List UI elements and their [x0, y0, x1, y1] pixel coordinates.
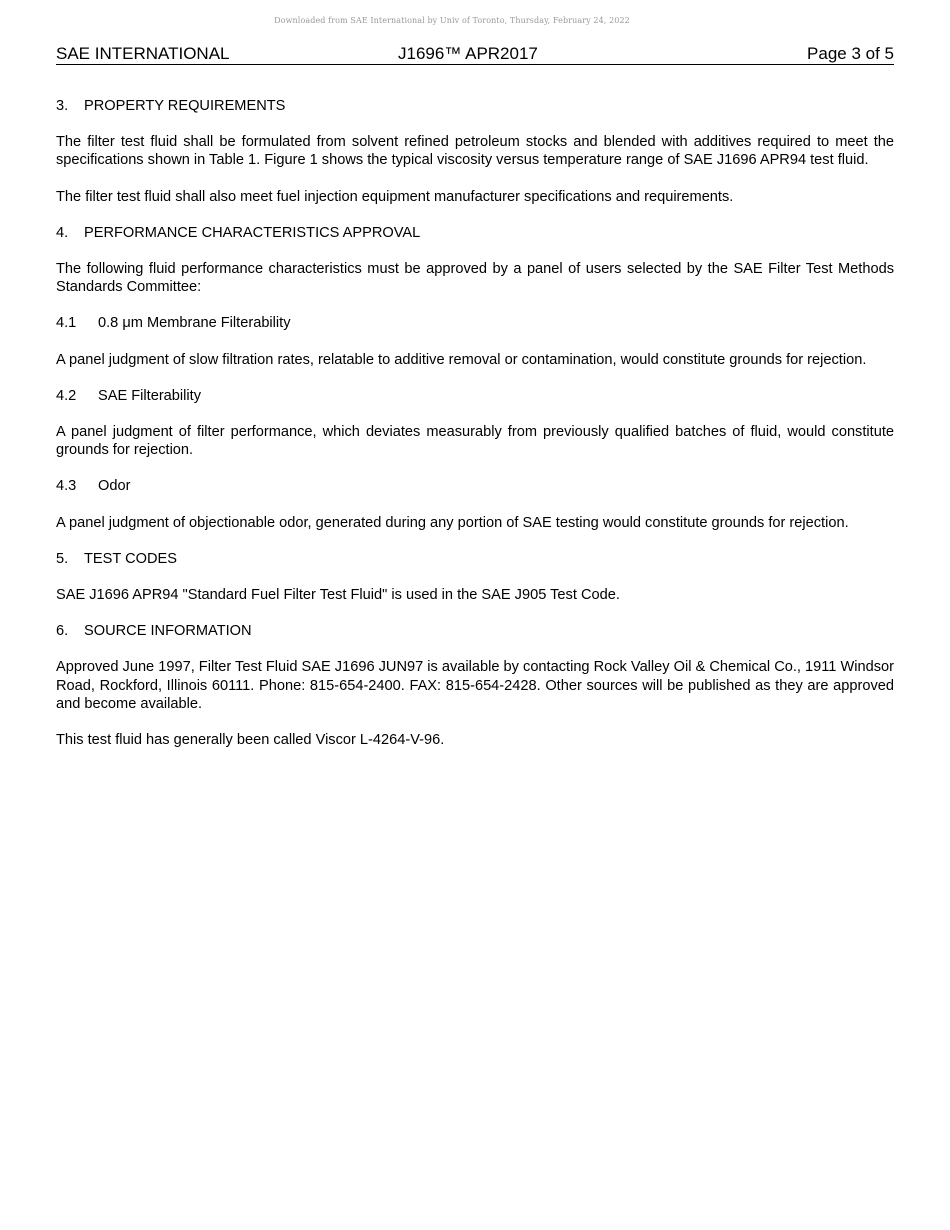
running-header	[56, 44, 894, 65]
download-watermark: Downloaded from SAE International by Univ of Toronto, Thursday, February 24, 2022	[274, 16, 630, 25]
paragraph: The filter test fluid shall also meet fuel injection equipment manufacturer specifications and requirements.	[56, 188, 734, 205]
subsection-heading: 4.2 SAE Filterability	[56, 387, 201, 404]
subsection-heading: 4.1 0.8 μm Membrane Filterability	[56, 315, 291, 332]
paragraph: A panel judgment of slow filtration rates, relatable to additive removal or contamination, would constitute grounds for rejection.	[56, 351, 867, 368]
paragraph: The following fluid performance characteristics must be approved by a panel of users selected by the SAE Filter Test Methods Standards Committee:	[56, 261, 894, 296]
section-heading: 5. TEST CODES	[56, 550, 177, 567]
paragraph: This test fluid has generally been called Viscor L-4264-V-96.	[56, 732, 445, 749]
header-document-id: J1696™ APR2017	[398, 44, 538, 63]
document-body	[56, 97, 894, 767]
subsection-heading: 4.3 Odor	[56, 478, 131, 495]
section-heading: 6. SOURCE INFORMATION	[56, 623, 252, 640]
paragraph: A panel judgment of objectionable odor, generated during any portion of SAE testing would constitute grounds for rejection.	[56, 514, 849, 531]
paragraph: Approved June 1997, Filter Test Fluid SAE J1696 JUN97 is available by contacting Rock Valley Oil & Chemical Co., 1911 Windsor Road, Rockford, Illinois 60111. Phone: 815-654-2400. FAX: 815-654-2428. Other sources will be published as they are approved and become available.	[56, 659, 894, 712]
paragraph: The filter test fluid shall be formulated from solvent refined petroleum stocks and blended with additives required to meet the specifications shown in Table 1. Figure 1 shows the typical viscosity versus temperature range of SAE J1696 APR94 test fluid.	[56, 134, 894, 169]
paragraph: SAE J1696 APR94 "Standard Fuel Filter Test Fluid" is used in the SAE J905 Test Code.	[56, 587, 620, 604]
section-heading: 3. PROPERTY REQUIREMENTS	[56, 98, 286, 114]
section-heading: 4. PERFORMANCE CHARACTERISTICS APPROVAL	[56, 224, 421, 241]
header-organization: SAE INTERNATIONAL	[56, 44, 230, 63]
paragraph: A panel judgment of filter performance, which deviates measurably from previously qualified batches of fluid, would constitute grounds for rejection.	[56, 424, 894, 459]
header-page-number: Page 3 of 5	[807, 44, 894, 63]
